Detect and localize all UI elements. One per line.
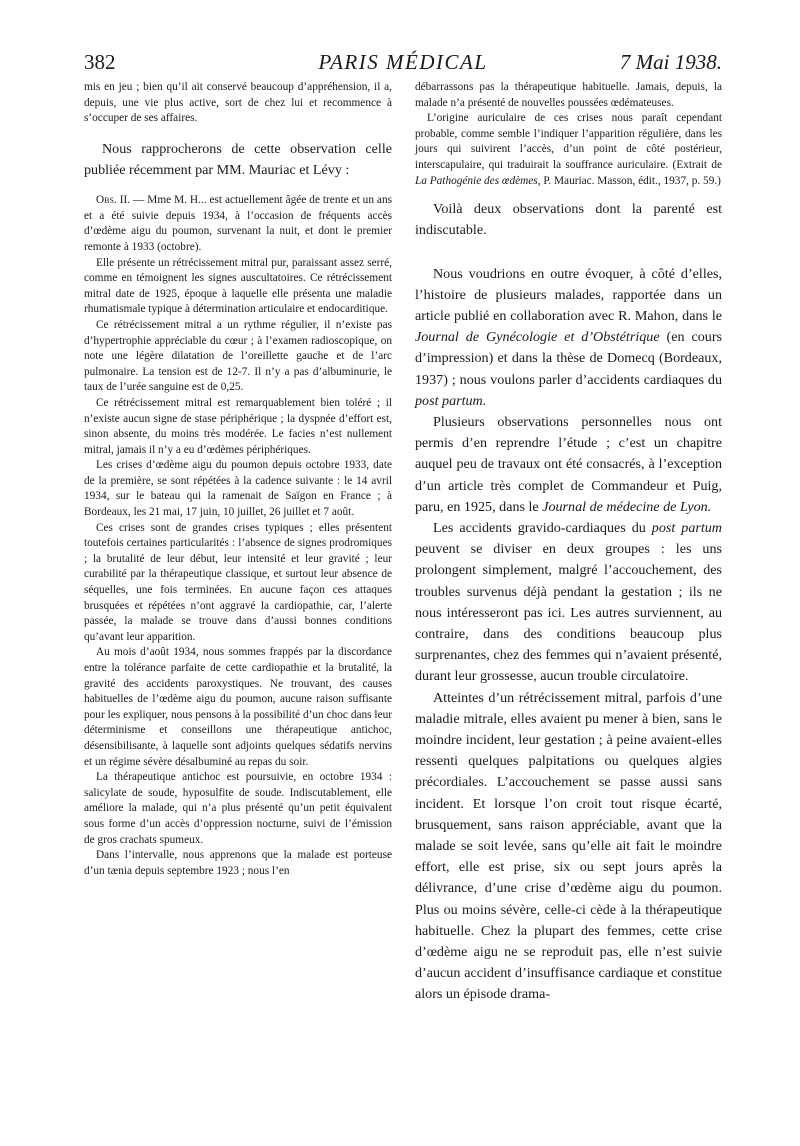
text-run: Nous voudrions en outre évoquer, à côté d’elles, l’histoire de plusieurs malades, rapportée dans un article publié en collaboration avec R. Mahon, dans le bbox=[415, 265, 722, 324]
observation-label: Obs. II. bbox=[96, 194, 131, 207]
cited-book-title: La Pathogénie des œdèmes bbox=[415, 174, 538, 187]
text-run: Les accidents gravido-cardiaques du bbox=[433, 520, 652, 536]
paragraph: Au mois d’août 1934, nous sommes frappés par la discordance entre la tolérance parfaite de cette cardiopathie et la brutalité, la gravité des accidents paroxystiques. Ne trouvant, des causes habituelles de l’œdème aigu du poumon, aucune raison suffisante pour les expliquer, nous pensons à la possibilité d’un choc dans leur déterminisme et conseillons une thérapeutique antichoc, désensibilisante, à laquelle sont adjoints quelques sédatifs nervins et un régime sévère désalbuminé au repas du soir. bbox=[84, 646, 392, 768]
journal-reference: Journal de Gynécologie et d’Obstétrique bbox=[415, 329, 660, 346]
paragraph: Elle présente un rétrécissement mitral pur, paraissant assez serré, comme en témoignent les signes auscultatoires. Ce rétrécissement mitral date de 1925, époque à laquelle elle présenta une maladie rhumatismale typique à détermination articulaire et endocarditique. bbox=[84, 256, 392, 316]
paragraph: Les crises d’œdème aigu du poumon depuis octobre 1933, date de la première, se sont répétées à la cadence suivante : le 14 avril 1934, sur le bateau qui la ramenait de Saïgon en France ; à Bordeaux, les 21 mai, 17 juin, 10 juillet, 26 juillet et 7 août. bbox=[84, 459, 392, 519]
italic-term: post partum. bbox=[415, 392, 487, 409]
text-run: peuvent se diviser en deux groupes : les uns prolongent simplement, malgré l’accouchement, des troubles survenus déjà pendant la gestation ; ils ne nous intéresseront pas ici. Les autres surviennent, au contraire, dans des conditions beaucoup plus surprenantes, chez des femmes qui n’avaient présenté, durant leur grossesse, aucun trouble circulatoire. bbox=[415, 541, 722, 685]
paragraph bbox=[415, 264, 722, 412]
paragraph: Dans l’intervalle, nous apprenons que la malade est porteuse d’un tænia depuis septembre 1923 ; nous l’en bbox=[84, 849, 392, 877]
paragraph: Atteintes d’un rétrécissement mitral, parfois d’une maladie mitrale, elles avaient pu mener à bien, sans le moindre incident, leur gestation ; à peine avaient-elles ressenti quelques palpitations ou quelques algies précordiales. L’accouchement se passe aussi sans incident. Et lorsque l’on croit tout risque écarté, brusquement, sans raison appréciable, avant que la malade se soit levée, sans qu’elle ait fait le moindre effort, elle est prise, six ou sept jours après la délivrance, d’une crise d’œdème aigu du poumon. Plus ou moins sévère, celle-ci cède à la thérapeutique habituelle. Chez la plupart des femmes, cette crise d’œdème aigu ne se reproduit pas, elle n’est suivie d’aucun accident d’insuffisance cardiaque et constitue alors un épisode drama- bbox=[415, 689, 722, 1003]
lead-paragraph: Nous rapprocherons de cette observation celle publiée récemment par MM. Mauriac et Lévy : bbox=[84, 140, 392, 178]
journal-reference: Journal de médecine de Lyon. bbox=[542, 498, 712, 515]
paragraph bbox=[415, 412, 722, 518]
journal-title: PARIS MÉDICAL bbox=[318, 50, 488, 74]
page-number: 382 bbox=[84, 50, 116, 74]
paragraph: Ce rétrécissement mitral est remarquablement bien toléré ; il n’existe aucun signe de stase périphérique ; la dyspnée d’effort est, sinon absente, du moins très modérée. Le facies n’est nullement mitral, jamais il n’y a eu d’œdèmes périphériques. bbox=[84, 396, 392, 456]
paragraph bbox=[415, 518, 722, 688]
text-run: (en cours d’impression) et dans la thèse de Domecq (Bordeaux, 1937) ; nous voulons parler d’accidents cardiaques du bbox=[415, 329, 722, 388]
right-column bbox=[415, 80, 722, 1006]
left-column bbox=[84, 80, 392, 879]
running-header bbox=[84, 50, 722, 80]
italic-term: post partum bbox=[651, 520, 722, 536]
text-run: Plusieurs observations personnelles nous ont permis d’en reprendre l’étude ; c’est un chapitre auquel peu de travaux ont été consacrés, à l’exception d’un article très complet de Commandeur et Puig, paru, en 1925, dans le bbox=[415, 413, 722, 515]
paragraph: La thérapeutique antichoc est poursuivie, en octobre 1934 : salicylate de soude, hyposulfite de soude. Indiscutablement, elle améliore la malade, qui n’a plus présenté qu’un petit équivalent sous forme d’un accès d’oppression nocturne, suivi de l’émission de gros crachats spumeux. bbox=[84, 771, 392, 846]
citation-paragraph bbox=[415, 111, 722, 189]
citation-source: , P. Mauriac. Masson, édit., 1937, p. 59.) bbox=[537, 174, 721, 187]
paragraph: débarrassons pas la thérapeutique habituelle. Jamais, depuis, la malade n’a présenté de nouvelles poussées œdémateuses. bbox=[415, 81, 722, 109]
paragraph: Voilà deux observations dont la parenté est indiscutable. bbox=[415, 201, 722, 239]
observation-heading-paragraph bbox=[84, 193, 392, 255]
paragraph: Ces crises sont de grandes crises typiques ; elles présentent toutefois certaines particularités : l’absence de signes prodromiques ; la brutalité de leur début, leur intensité et leur gravité ; leur curabilité par la thérapeutique classique, et surtout leur absence de séquelles, une fois terminées. En aucune façon ces attaques brusquées et répétées n’ont aggravé la cardiopathie, car, l’alerte passée, la malade se trouve dans d’aussi bonnes conditions qu’avant leur apparition. bbox=[84, 521, 392, 643]
paragraph: mis en jeu ; bien qu’il ait conservé beaucoup d’appréhension, il a, depuis, une vie plus active, sort de chez lui et recommence à s’occuper de ses affaires. bbox=[84, 81, 392, 125]
paragraph: Ce rétrécissement mitral a un rythme régulier, il n’existe pas d’hypertrophie appréciable du cœur ; à l’examen radioscopique, on note une légère dilatation de l’oreillette gauche et de l’arc pulmonaire. La tension est de 12-7. Il n’y a pas d’albuminurie, le taux de l’urée sanguine est de 0,25. bbox=[84, 318, 392, 394]
observation-text: — Mme M. H... est actuellement âgée de trente et un ans et a été suivie depuis 1934, à l’occasion de fréquents accès d’œdème aigu du poumon, survenant la nuit, et dont le premier remonte à 1933 (octobre). bbox=[84, 194, 392, 253]
citation-text: L’origine auriculaire de ces crises nous paraît cependant probable, comme semble l’indiquer l’apparition régulière, dans les jours qui suivirent l’accès, d’un point de côté postérieur, interscapulaire, qui traduirait la souffrance auriculaire. (Extrait de bbox=[415, 112, 722, 171]
issue-date: 7 Mai 1938. bbox=[619, 50, 722, 74]
